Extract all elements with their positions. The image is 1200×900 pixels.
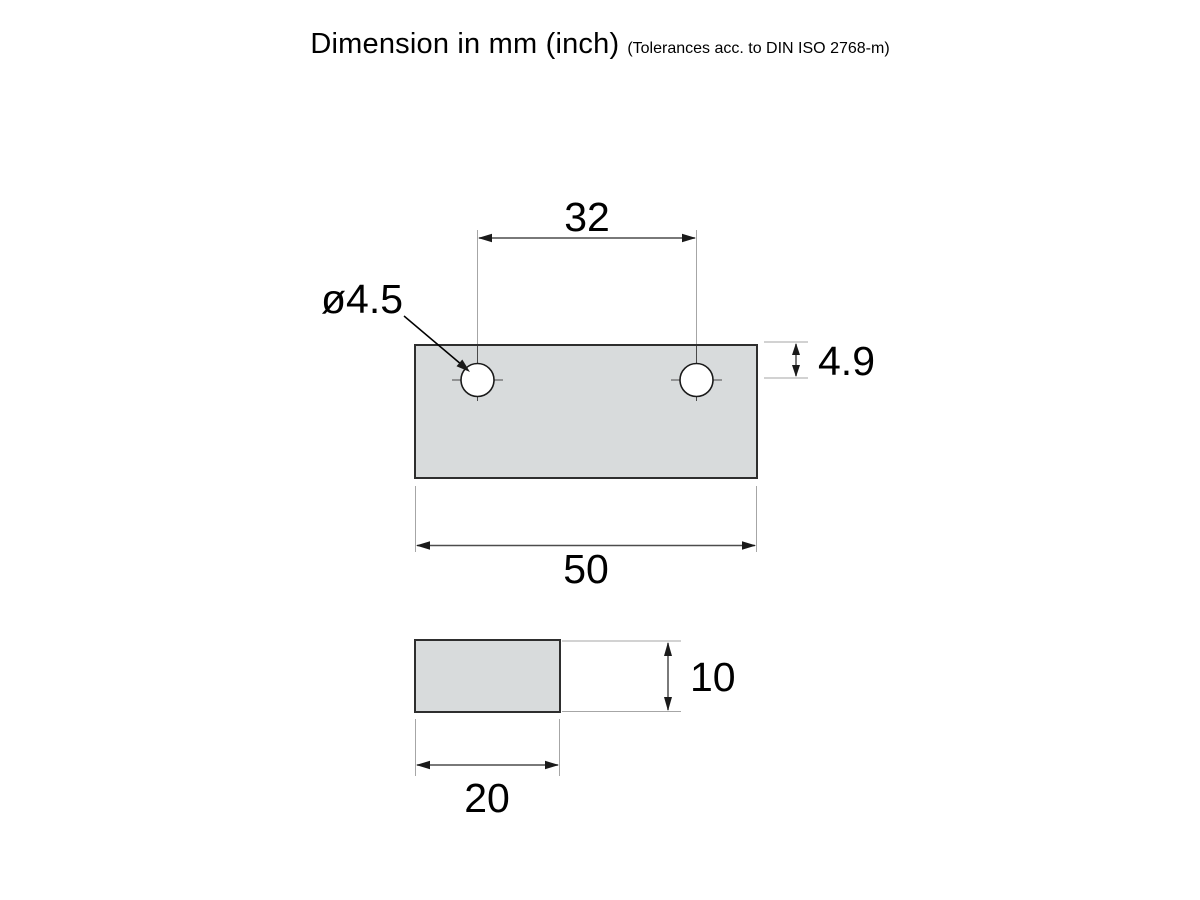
arrowhead-left-icon (416, 761, 430, 769)
hole-right (680, 364, 713, 397)
dim-value-side-height: 10 (690, 654, 736, 700)
dim-value-hole-spacing: 32 (564, 194, 610, 240)
dimension-hole-spacing (478, 194, 696, 242)
arrowhead-right-icon (545, 761, 559, 769)
arrowhead-right-icon (682, 234, 696, 242)
title-text: Dimension in mm (inch) (310, 28, 620, 60)
tolerance-note: (Tolerances acc. to DIN ISO 2768-m) (627, 40, 890, 57)
arrowhead-up-icon (792, 343, 800, 355)
arrowhead-left-icon (416, 541, 430, 549)
dimension-side-height (562, 641, 736, 712)
dimension-hole-offset (764, 338, 875, 384)
plate-side-outline (415, 640, 560, 712)
dim-value-plate-width: 50 (563, 546, 609, 592)
dim-value-side-width: 20 (464, 775, 510, 821)
side-view (415, 640, 736, 821)
arrowhead-right-icon (742, 541, 756, 549)
arrowhead-down-icon (664, 697, 672, 711)
plate-front-outline (415, 345, 757, 478)
dim-value-hole-offset: 4.9 (818, 338, 875, 384)
dim-value-hole-diameter: ø4.5 (320, 276, 404, 322)
dimension-side-width (416, 719, 560, 821)
arrowhead-left-icon (478, 234, 492, 242)
arrowhead-down-icon (792, 365, 800, 377)
arrowhead-up-icon (664, 642, 672, 656)
front-view (321, 194, 875, 592)
dimension-plate-width (416, 486, 757, 592)
